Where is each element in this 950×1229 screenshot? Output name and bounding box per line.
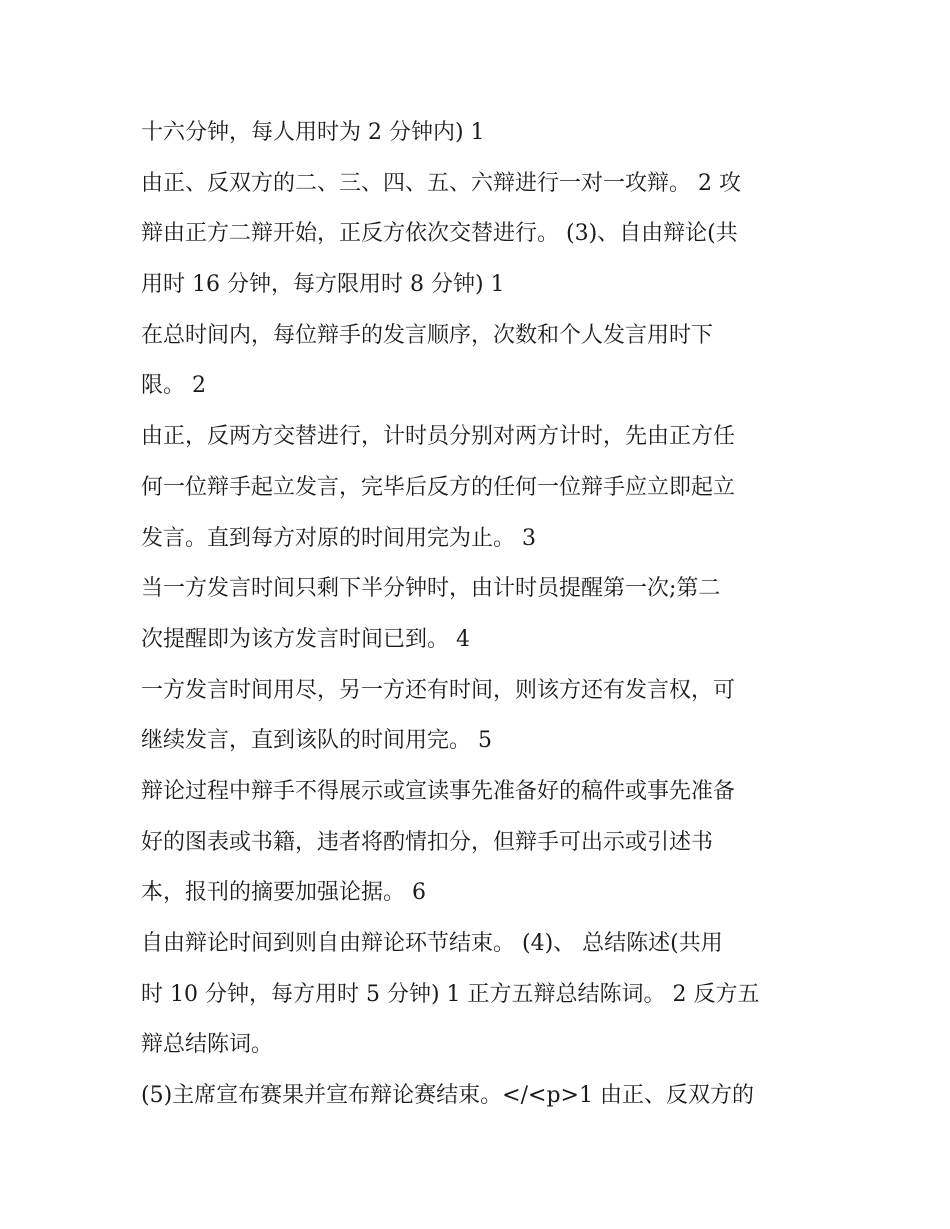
text-line: 由正、反双方的二、三、四、五、六辩进行一对一攻辩。 2 攻 xyxy=(141,170,741,196)
text-line: 好的图表或书籍，违者将酌情扣分，但辩手可出示或引述书 xyxy=(141,829,714,855)
text-line: 时 10 分钟，每方用时 5 分钟) 1 正方五辩总结陈词。 2 反方五 xyxy=(141,981,760,1007)
text-line: 何一位辩手起立发言，完毕后反方的任何一位辩手应立即起立 xyxy=(141,474,736,500)
text-line: 本，报刊的摘要加强论据。 6 xyxy=(141,880,426,906)
text-line: 当一方发言时间只剩下半分钟时，由计时员提醒第一次;第二 xyxy=(141,576,721,602)
text-line: 一方发言时间用尽，另一方还有时间，则该方还有发言权，可 xyxy=(141,677,736,703)
text-line: 限。 2 xyxy=(141,373,206,399)
text-line: 辩总结陈词。 xyxy=(141,1032,274,1058)
text-line: 自由辩论时间到则自由辩论环节结束。 (4)、 总结陈述(共用 xyxy=(141,931,723,956)
text-line: 十六分钟，每人用时为 2 分钟内) 1 xyxy=(141,120,485,145)
text-line: (5)主席宣布赛果并宣布辩论赛结束。</<p>1 由正、反双方的 xyxy=(141,1083,754,1109)
text-line: 辩由正方二辩开始，正反方依次交替进行。 (3)、自由辩论(共 xyxy=(141,221,738,247)
text-line: 在总时间内，每位辩手的发言顺序，次数和个人发言用时下 xyxy=(141,322,714,348)
text-line: 继续发言，直到该队的时间用完。 5 xyxy=(141,728,492,754)
document-body xyxy=(141,108,821,1122)
text-line: 发言。直到每方对原的时间用完为止。 3 xyxy=(141,525,536,551)
text-line: 辩论过程中辩手不得展示或宣读事先准备好的稿件或事先准备 xyxy=(141,778,736,804)
text-line: 次提醒即为该方发言时间已到。 4 xyxy=(141,626,470,652)
text-line: 由正，反两方交替进行，计时员分别对两方计时，先由正方任 xyxy=(141,424,736,450)
text-line: 用时 16 分钟，每方限用时 8 分钟) 1 xyxy=(141,272,505,298)
